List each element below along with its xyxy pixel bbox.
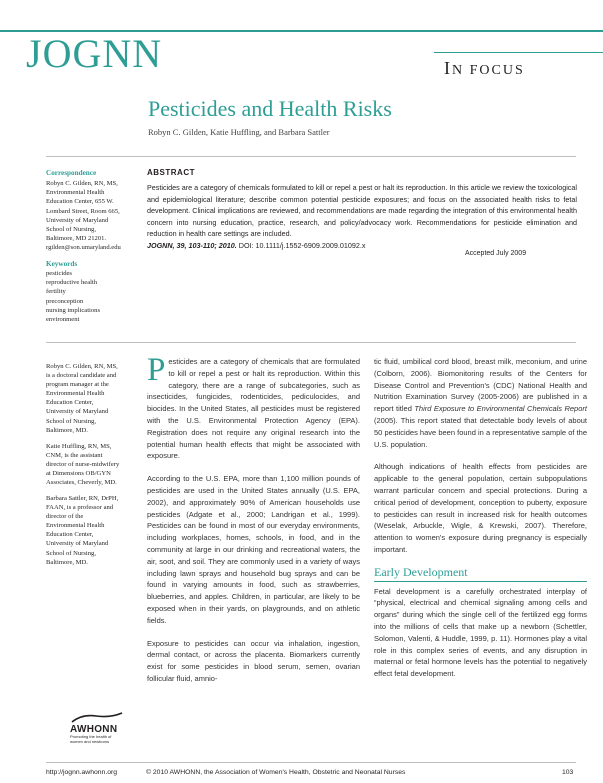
author-bio-gilden	[46, 362, 138, 435]
bio-line: Baltimore, MD.	[46, 558, 88, 566]
bio-line: Environmental Health	[46, 522, 105, 530]
keyword-item: environment	[46, 316, 80, 324]
abstract-body	[147, 182, 577, 252]
body-paragraph: According to the U.S. EPA, more than 1,100 million pounds of pesticides are used in the United States annually (U.S. EPA, 2002), and approximately 90% of American households use pesticides (Adgate et al., 2000; Landrigan et al., 1999). Pesticides can be found in most of our everyday environments, including workplaces, homes, schools, in food, and in the community at large in our drinking and recreational waters, the air, soot, and soil. They are commonly used in a variety of ways including lawn sprays and household bug sprays and can be found in varying amounts in food, such as strawberries, blueberries, and apples. Children, in particular, are likely to be exposed when in their yards, on playgrounds, and on athletic fields.	[147, 474, 360, 625]
section-tag-initial: I	[444, 58, 452, 78]
paragraph-text: esticides are a category of chemicals that are formulated to kill or repel a pest or halt its reproduction. Within this category, there are a range of subcategories, such as insecticides, fungicides, rodenticides, pediculocides, and biocides. In the United States, all pesticides must be registered with the U.S. Environmental Protection Agency (EPA). Registration does not require any original research into the potential human health effects that might be associated with exposure.	[147, 357, 360, 461]
article-title: Pesticides and Health Risks	[148, 96, 392, 121]
bio-line: Katie Huffling, RN, MS,	[46, 443, 112, 450]
logo-tagline-1: Promoting the health of	[70, 734, 112, 739]
logo-tagline-2: women and newborns	[70, 738, 110, 744]
correspondence-heading: Correspondence	[46, 169, 97, 177]
paragraph-text: tic fluid, umbilical cord blood, breast milk, meconium, and urine (Colborn, 2006). Biomonitoring results of the Centers for Disease Control and Prevention's (CDC) National Health and Nutrition Examination Survey (2005-2006) are published in a report titled	[374, 357, 587, 414]
abstract-separator	[46, 342, 576, 343]
keyword-item: preconception	[46, 297, 84, 305]
bio-line: University of Maryland	[46, 540, 109, 548]
keywords-list	[46, 269, 138, 324]
correspondence-line: Environmental Health	[46, 189, 105, 197]
bio-line: Environmental Health	[46, 390, 105, 398]
correspondence-email[interactable]: rgilden@son.umaryland.edu	[46, 244, 121, 252]
body-paragraph: Fetal development is a carefully orchestrated interplay of “physical, electrical and chemical signaling among cells and organs” during which the single cell of the fertilized egg forms into the millions of cells that make up a newborn (Schettler, Solomon, Valenti, & Huddle, 1999, p. 11). Hormones play a vital role in this complex series of events, and any disruption in maternal or fetal hormone levels has the potential to negatively effect fetal development.	[374, 586, 587, 679]
body-paragraph: Exposure to pesticides can occur via inhalation, ingestion, dermal contact, or across the placenta. Biomarkers currently exist for some pesticides in blood serum, semen, ovarian follicular fluid, amnio-	[147, 638, 360, 683]
author-bio-huffling	[46, 442, 138, 487]
bio-line: Associates, Cheverly, MD.	[46, 479, 117, 487]
section-subheading: Early Development	[374, 564, 468, 579]
bio-line: Education Center,	[46, 531, 94, 539]
correspondence-line: Baltimore, MD 21201.	[46, 235, 107, 243]
bio-line: School of Nursing,	[46, 417, 97, 425]
bio-line: Barbara Sattler, RN, DrPH,	[46, 495, 119, 502]
section-tag-rest: N FOCUS	[452, 63, 525, 78]
body-column-2	[374, 356, 587, 691]
abstract-heading: ABSTRACT	[147, 168, 195, 177]
keyword-item: fertility	[46, 288, 66, 296]
correspondence-block	[46, 179, 138, 253]
bio-line: CNM, is the assistant	[46, 452, 103, 460]
correspondence-line: School of Nursing,	[46, 226, 97, 234]
abstract-citation: JOGNN, 39, 103-110; 2010.	[147, 240, 237, 250]
journal-title: JOGNN	[26, 31, 163, 76]
bio-line: Education Center,	[46, 399, 94, 407]
keyword-item: nursing implications	[46, 306, 101, 314]
body-paragraph: Although indications of health effects from pesticides are applicable to the general population, certain subpopulations warrant particular concern and special protections. During a critical period of development, conception to puberty, exposure to pesticides can result in increased risk for health outcomes (Weselak, Arbuckle, Wigle, & Krewski, 2007). Therefore, attention to women's exposure during pregnancy is especially important.	[374, 462, 587, 554]
awhonn-logo	[70, 712, 124, 742]
footer-copyright: © 2010 AWHONN, the Association of Women's Health, Obstetric and Neonatal Nurses	[146, 769, 406, 776]
drop-cap: P	[147, 352, 166, 388]
accepted-date: Accepted July 2009	[465, 250, 527, 257]
logo-name: AWHONN	[70, 724, 118, 735]
author-bio-sattler	[46, 494, 138, 567]
keyword-item: reproductive health	[46, 279, 98, 287]
title-separator	[46, 156, 576, 157]
article-authors: Robyn C. Gilden, Katie Huffling, and Barbara Sattler	[148, 127, 330, 137]
body-paragraph	[147, 352, 360, 462]
abstract-doi[interactable]: DOI: 10.1111/j.1552-6909.2009.01092.x	[238, 240, 366, 250]
bio-line: director of the	[46, 513, 84, 521]
awhonn-logo-mark	[70, 712, 124, 724]
bio-line: Robyn C. Gilden, RN, MS,	[46, 363, 118, 370]
body-paragraph	[374, 356, 587, 450]
bio-line: Baltimore, MD.	[46, 426, 88, 434]
section-tag-rule	[434, 52, 603, 53]
bio-line: at Dimensions OB/GYN	[46, 470, 111, 478]
page-number: 103	[562, 769, 574, 776]
report-title: Third Exposure to Environmental Chemicals Report	[414, 404, 587, 414]
footer-url[interactable]: http://jognn.awhonn.org	[46, 769, 118, 776]
abstract-text: Pesticides are a category of chemicals formulated to kill or repel a pest or halt its reproduction. In this article we review the toxicological and epidemiological literature; describe common potential pesticide exposures; and focus on the associated health risks to fetal development. Clinical implications are reviewed, and recommendations are made regarding the integration of this environmental health concern into nursing education, practice, research, and policy/advocacy work. Recommendations for pesticide elimination and reduction in health care settings are included.	[147, 183, 577, 239]
bio-line: director of nurse-midwifery	[46, 461, 120, 469]
bio-line: University of Maryland	[46, 408, 109, 416]
paragraph-text: (2005). This report stated that detectable body levels of about 50 pesticides have been found in a representative sample of the U.S. population.	[374, 415, 587, 449]
bio-line: FAAN, is a professor and	[46, 504, 114, 512]
correspondence-line: University of Maryland	[46, 216, 109, 224]
keyword-item: pesticides	[46, 270, 73, 277]
subheading-rule	[374, 581, 587, 582]
correspondence-line: Lombard Street, Room 665,	[46, 207, 120, 215]
bio-line: School of Nursing,	[46, 549, 97, 557]
bio-line: program manager at the	[46, 381, 109, 389]
section-tag	[444, 58, 525, 79]
body-column-1	[147, 352, 360, 696]
correspondence-line: Education Center, 655 W.	[46, 198, 114, 206]
keywords-heading: Keywords	[46, 260, 78, 268]
footer-rule	[46, 762, 576, 763]
correspondence-line: Robyn C. Gilden, RN, MS,	[46, 180, 118, 187]
bio-line: is a doctoral candidate and	[46, 372, 117, 380]
